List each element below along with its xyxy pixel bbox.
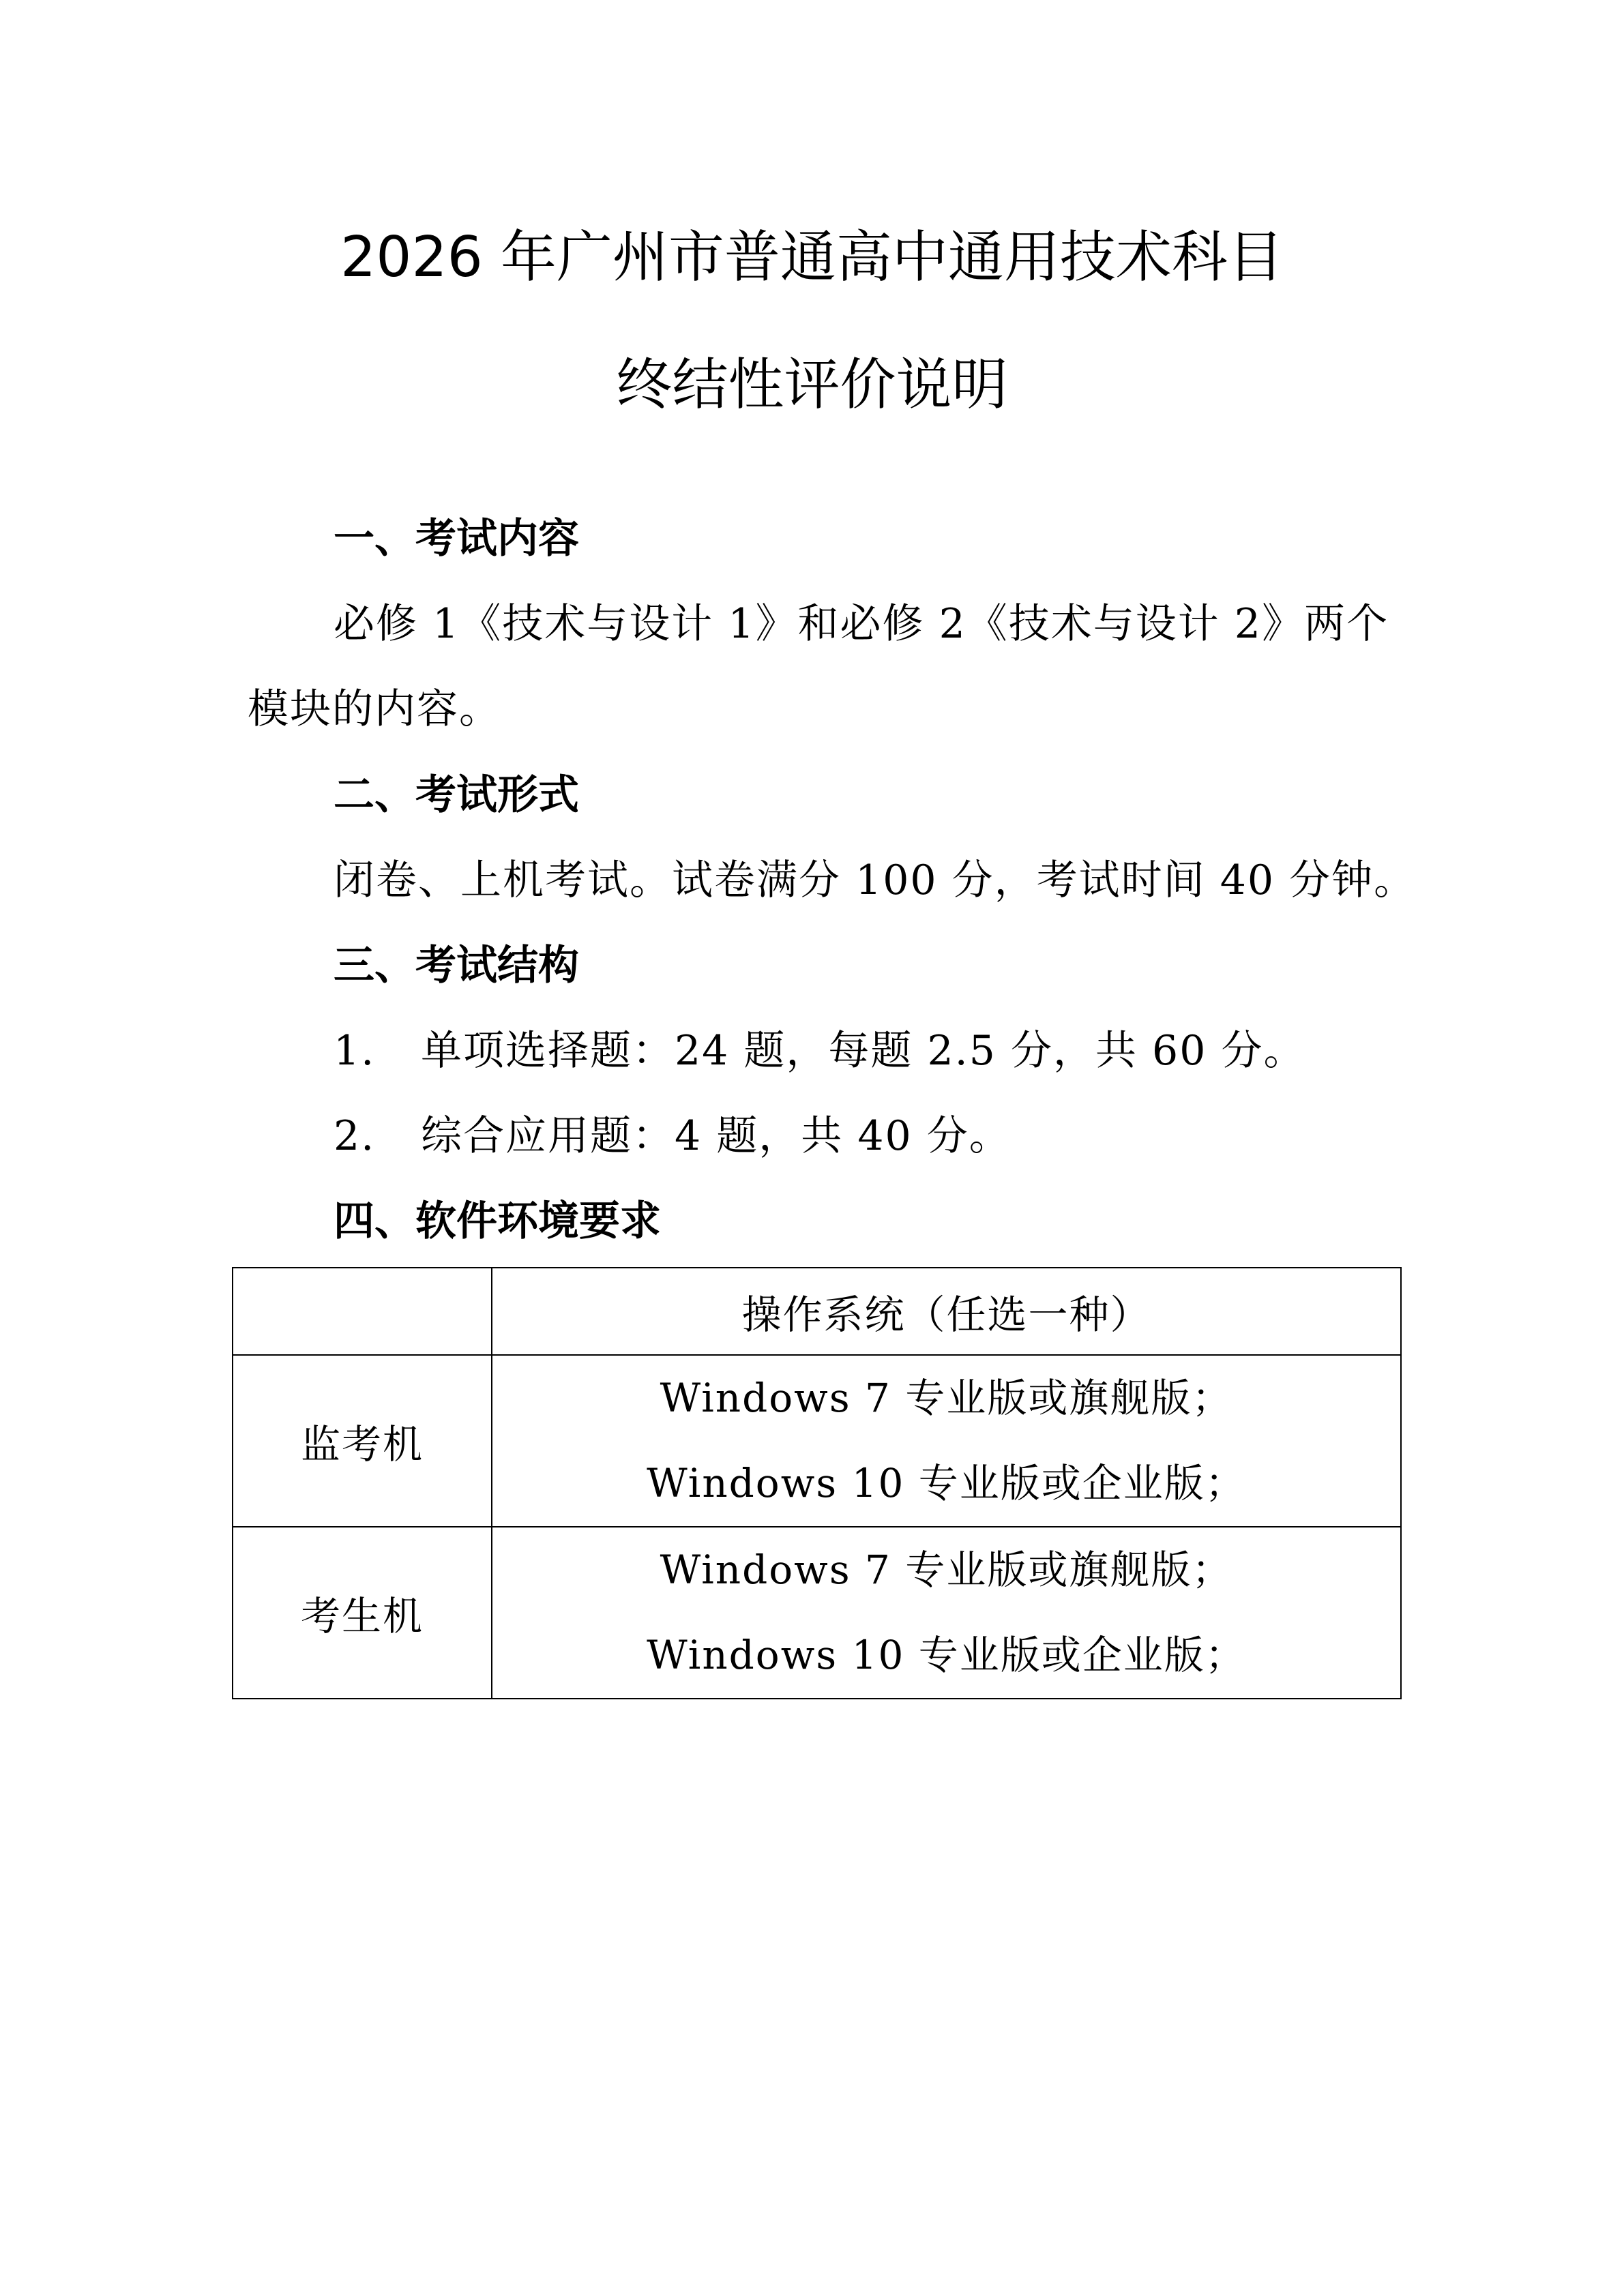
list-item-number: 2. [334, 1112, 376, 1160]
exam-format-paragraph: 闭卷、上机考试。试卷满分 100 分，考试时间 40 分钟。 [334, 856, 1417, 904]
section-heading-exam-content: 一、考试内容 [334, 515, 579, 563]
table-row [233, 1527, 1401, 1699]
table-header-row [233, 1268, 1401, 1355]
section-heading-exam-structure: 三、考试结构 [334, 942, 579, 989]
list-item-text: 单项选择题：24 题，每题 2.5 分，共 60 分。 [421, 1027, 1306, 1075]
section-heading-exam-format: 二、考试形式 [334, 771, 579, 819]
os-option: Windows 10 专业版或企业版； [647, 1632, 1246, 1678]
document-title-line-2: 终结性评价说明 [616, 353, 1008, 417]
os-cell [492, 1527, 1401, 1699]
os-option: Windows 10 专业版或企业版； [647, 1460, 1246, 1506]
table-header-empty-cell [233, 1268, 492, 1355]
list-item-number: 1. [334, 1027, 376, 1075]
os-option: Windows 7 专业版或旗舰版； [660, 1547, 1233, 1593]
list-item-text: 综合应用题：4 题，共 40 分。 [421, 1112, 1012, 1160]
table-row [233, 1355, 1401, 1527]
exam-content-paragraph-line-2: 模块的内容。 [248, 685, 501, 733]
os-cell [492, 1355, 1401, 1527]
document-title-line-1: 2026 年广州市普通高中通用技术科目 [340, 225, 1284, 290]
section-heading-software-environment: 四、软件环境要求 [334, 1197, 661, 1245]
table-header-os: 操作系统（任选一种） [492, 1268, 1401, 1355]
row-label-proctor-machine: 监考机 [233, 1355, 492, 1527]
list-item [334, 1110, 1012, 1162]
software-environment-table [232, 1267, 1402, 1699]
exam-content-paragraph-line-1: 必修 1《技术与设计 1》和必修 2《技术与设计 2》两个 [334, 600, 1389, 648]
row-label-candidate-machine: 考生机 [233, 1527, 492, 1699]
os-option: Windows 7 专业版或旗舰版； [660, 1375, 1233, 1421]
list-item [334, 1025, 1305, 1077]
